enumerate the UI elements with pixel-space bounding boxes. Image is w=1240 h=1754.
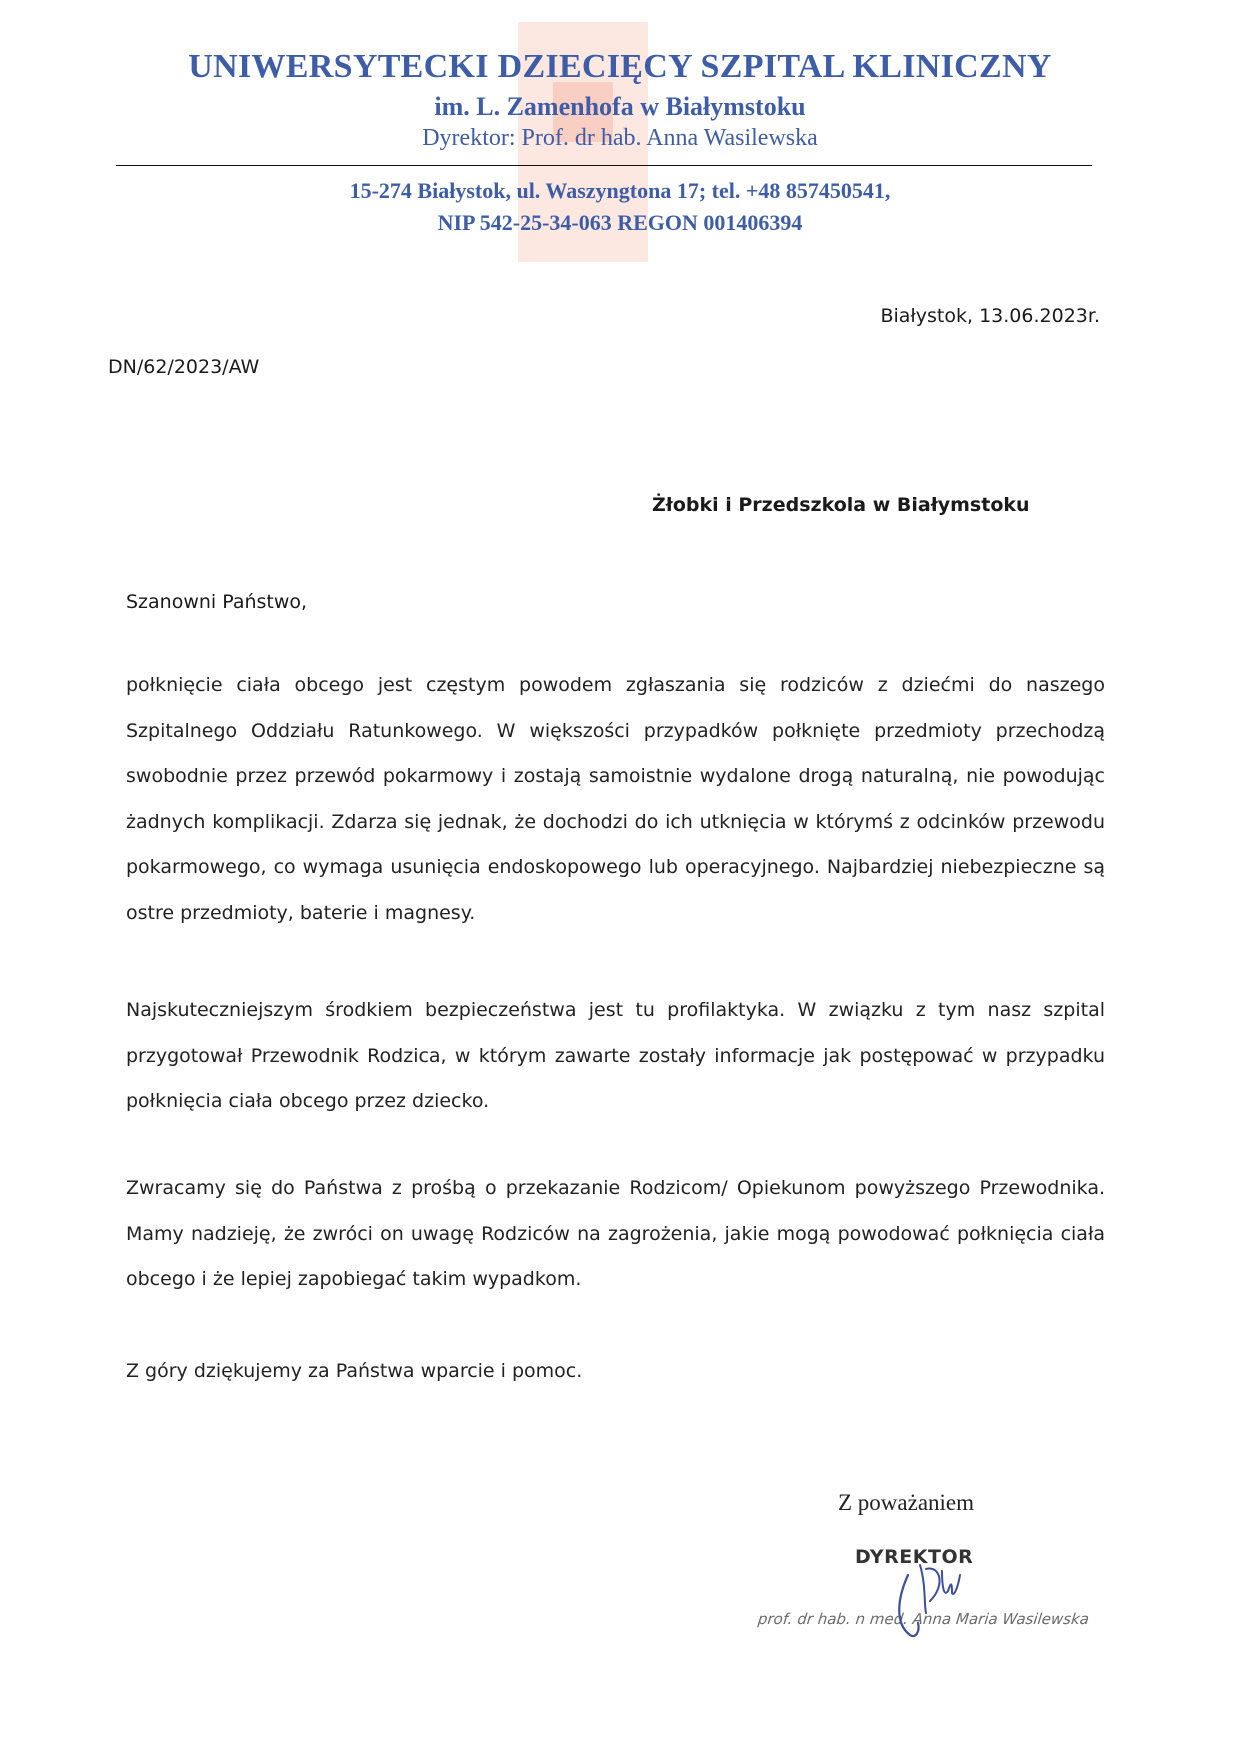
hospital-address: 15-274 Białystok, ul. Waszyngtona 17; tel. +48 857450541, — [349, 178, 891, 203]
salutation: Szanowni Państwo, — [126, 591, 308, 613]
header-divider — [116, 165, 1092, 166]
hospital-name: UNIWERSYTECKI DZIECIĘCY SZPITAL KLINICZNY — [188, 48, 1052, 85]
hospital-tax-ids: NIP 542-25-34-063 REGON 001406394 — [437, 210, 803, 235]
reference-number: DN/62/2023/AW — [108, 356, 260, 378]
hospital-director: Dyrektor: Prof. dr hab. Anna Wasilewska — [422, 125, 818, 151]
body-paragraph: połknięcie ciała obcego jest częstym powodem zgłaszania się rodziców z dziećmi do naszego Szpitalnego Oddziału Ratunkowego. W większości przypadków połknięte przedmioty przechodzą swobodnie przez przewód pokarmowy i zostają samoistnie wydalone drogą naturalną, nie powodując żadnych komplikacji. Zdarza się jednak, że dochodzi do ich utknięcia w którymś z odcinków przewodu pokarmowego, co wymaga usunięcia endoskopowego lub operacyjnego. Najbardziej niebezpieczne są ostre przedmioty, baterie i magnesy. — [126, 674, 1105, 924]
body-paragraph: Najskuteczniejszym środkiem bezpieczeństwa jest tu profilaktyka. W związku z tym nasz szpital przygotował Przewodnik Rodzica, w którym zawarte zostały informacje jak postępować w przypadku połknięcia ciała obcego przez dziecko. — [126, 999, 1105, 1112]
body-paragraph: Zwracamy się do Państwa z prośbą o przekazanie Rodzicom/ Opiekunom powyższego Przewodnika. Mamy nadzieję, że zwróci on uwagę Rodziców na zagrożenia, jakie mogą powodować połknięcia ciała obcego i że lepiej zapobiegać takim wypadkom. — [126, 1177, 1105, 1290]
hospital-patron: im. L. Zamenhofa w Białymstoku — [434, 92, 806, 121]
regards: Z poważaniem — [838, 1490, 975, 1515]
recipient: Żłobki i Przedszkola w Białymstoku — [652, 494, 1030, 516]
signature — [880, 1535, 990, 1645]
stamp-name: prof. dr hab. n med. Anna Maria Wasilewska — [757, 1610, 1090, 1628]
closing-line: Z góry dziękujemy za Państwa wparcie i pomoc. — [126, 1360, 583, 1382]
place-and-date: Białystok, 13.06.2023r. — [880, 305, 1100, 327]
stamp-title: DYREKTOR — [855, 1546, 974, 1568]
